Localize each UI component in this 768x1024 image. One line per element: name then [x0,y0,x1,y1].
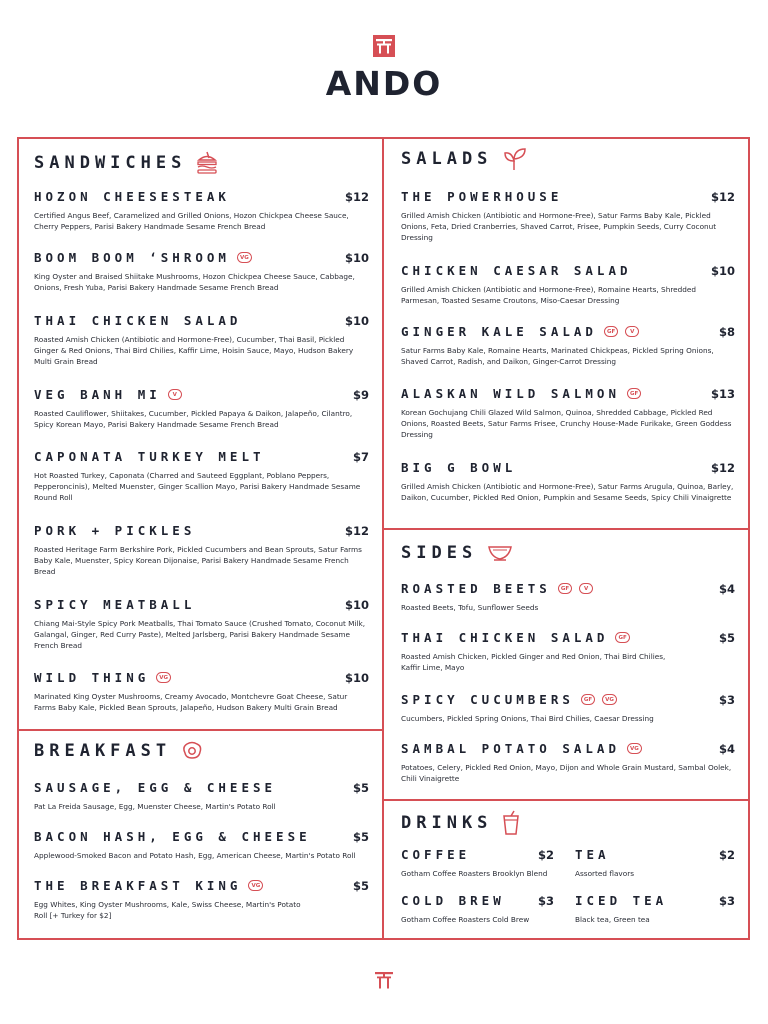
item-price: $2 [718,847,735,862]
item-price: $3 [718,692,735,707]
salads-title: SALADS [401,149,493,169]
item-price: $10 [344,670,369,685]
item-description: Gotham Coffee Roasters Brooklyn Blend [401,869,548,878]
item-name: BACON HASH, EGG & CHEESE [34,829,311,844]
diet-badge: GF [558,583,572,594]
item-price: $5 [352,878,369,893]
diet-badge: VG [602,694,617,705]
torii-gate-icon [374,970,394,990]
menu-item [575,847,735,879]
item-description: Grilled Amish Chicken (Antibiotic and Hormone-Free), Romaine Hearts, Shredded Parmesan, Toasted Sesame Croutons, Miso-Caesar Dressing [401,285,697,305]
item-description: Roasted Cauliflower, Shiitakes, Cucumber, Pickled Papaya & Daikon, Jalapeño, Cilantro, Spicy Korean Mayo, Parisi Bakery Handmade Sesame French Bread [34,409,353,429]
item-name: THE POWERHOUSE [401,189,563,204]
item-name: CHICKEN CAESAR SALAD [401,263,632,278]
item-price: $3 [537,893,554,908]
menu-item [401,692,735,724]
item-description: Black tea, Green tea [575,915,650,924]
menu-item [34,670,369,713]
sandwich-icon [196,150,218,176]
item-price: $4 [718,581,735,596]
menu-item [401,189,735,243]
menu-item [401,630,735,673]
item-name: SPICY MEATBALL [34,597,196,612]
fried-egg-icon [181,741,203,761]
item-name: THAI CHICKEN SALAD [34,313,242,328]
menu-item [401,386,735,440]
sides-heading [401,542,513,564]
menu-item [34,780,369,812]
item-description: Marinated King Oyster Mushrooms, Creamy Avocado, Montchevre Goat Cheese, Satur Farms Baby Kale, Pickled Bean Sprouts, Jalapeño, Hudson Bakery Multi Grain Bread [34,692,348,712]
item-description: Certified Angus Beef, Caramelized and Grilled Onions, Hozon Chickpea Cheese Sauce, Cherry Peppers, Parisi Bakery Handmade Sesame French Bread [34,211,349,231]
item-price: $12 [344,189,369,204]
item-name: CAPONATA TURKEY MELT [34,449,265,464]
divider-sandwiches-breakfast [17,729,384,731]
column-divider [382,137,384,940]
item-name: GINGER KALE SALAD [401,324,597,339]
item-description: Assorted flavors [575,869,635,878]
item-price: $5 [352,780,369,795]
sandwiches-title: SANDWICHES [34,153,187,173]
item-name: SAMBAL POTATO SALAD [401,741,620,756]
header-logo [0,34,768,103]
item-price: $12 [710,460,735,475]
item-price: $5 [718,630,735,645]
item-name: ROASTED BEETS [401,581,551,596]
item-name: ICED TEA [575,893,668,908]
menu-item [401,263,735,306]
item-name: SPICY CUCUMBERS [401,692,574,707]
diet-badge: V [579,583,593,594]
menu-item [34,829,369,861]
sides-title: SIDES [401,543,478,563]
breakfast-heading [34,741,203,761]
item-description: Gotham Coffee Roasters Cold Brew [401,915,530,924]
diet-badge: VG [156,672,171,683]
menu-item [34,449,369,503]
drinks-heading [401,810,520,836]
item-description: Pat La Freida Sausage, Egg, Muenster Cheese, Martin's Potato Roll [34,802,276,811]
item-name: BIG G BOWL [401,460,517,475]
leaf-icon [502,146,528,172]
item-price: $10 [344,597,369,612]
menu-item [575,893,735,925]
item-description: Chiang Mai-Style Spicy Pork Meatballs, Thai Tomato Sauce (Crushed Tomato, Coconut Milk, Galangal, Ginger, Red Curry Paste), Melted Jarlsberg, Parisi Bakery Handmade Sesame French Bread [34,619,366,650]
diet-badge: VG [237,252,252,263]
item-price: $12 [710,189,735,204]
salads-heading [401,146,528,172]
item-price: $10 [344,250,369,265]
item-name: HOZON CHEESESTEAK [34,189,230,204]
item-name: COFFEE [401,847,471,862]
item-name: VEG BANH MI [34,387,161,402]
diet-badge: VG [627,743,642,754]
menu-item [34,189,369,232]
item-price: $4 [718,741,735,756]
item-description: Satur Farms Baby Kale, Romaine Hearts, Marinated Chickpeas, Pickled Spring Onions, Shaved Carrot, Radish, and Daikon, Ginger-Carrot Dressing [401,346,714,366]
menu-item [401,741,735,784]
menu-item [34,313,369,367]
item-description: Grilled Amish Chicken (Antibiotic and Hormone-Free), Satur Farms Arugula, Quinoa, Barley, Daikon, Cucumber, Pickled Red Onion, Pumpkin and Sesame Seeds, Spicy Chili Vinaigrette [401,482,734,502]
menu-item [401,847,554,879]
item-description: Roasted Amish Chicken, Pickled Ginger and Red Onion, Thai Bird Chilies, Kaffir Lime, Mayo [401,652,666,672]
menu-item [401,324,735,367]
footer-logo [0,970,768,990]
item-description: Applewood-Smoked Bacon and Potato Hash, Egg, American Cheese, Martin's Potato Roll [34,851,356,860]
item-description: Egg Whites, King Oyster Mushrooms, Kale, Swiss Cheese, Martin's Potato Roll [+ Turkey for $2] [34,900,301,920]
item-description: Cucumbers, Pickled Spring Onions, Thai Bird Chilies, Caesar Dressing [401,714,654,723]
diet-badge: V [625,326,639,337]
diet-badge: GF [581,694,595,705]
item-name: THAI CHICKEN SALAD [401,630,609,645]
item-description: Roasted Amish Chicken (Antibiotic and Hormone-Free), Cucumber, Thai Basil, Pickled Ginger & Red Onions, Thai Bird Chilies, Kaffir Lime, Hoisin Sauce, Mayo, Hudson Bakery Multi Grain Bread [34,335,354,366]
item-price: $8 [718,324,735,339]
item-name: BOOM BOOM ‘SHROOM [34,250,230,265]
menu-item [401,581,735,613]
diet-badge: VG [248,880,263,891]
diet-badge: V [168,389,182,400]
sandwiches-heading [34,150,218,176]
item-name: ALASKAN WILD SALMON [401,386,620,401]
item-description: Roasted Heritage Farm Berkshire Pork, Pickled Cucumbers and Bean Sprouts, Satur Farms Baby Kale, Muenster, Spicy Korean Dijonaise, Parisi Bakery Handmade Sesame French Bread [34,545,362,576]
divider-sides-drinks [382,799,750,801]
item-name: SAUSAGE, EGG & CHEESE [34,780,277,795]
menu-item [34,597,369,651]
item-name: WILD THING [34,670,150,685]
menu-item [401,893,554,925]
torii-gate-icon [372,34,396,58]
drinks-title: DRINKS [401,813,493,833]
item-price: $7 [352,449,369,464]
item-name: PORK + PICKLES [34,523,196,538]
breakfast-title: BREAKFAST [34,741,172,761]
bowl-icon [487,542,513,564]
drink-cup-icon [502,810,520,836]
menu-item [34,387,369,430]
item-price: $9 [352,387,369,402]
item-description: Potatoes, Celery, Pickled Red Onion, Mayo, Dijon and Whole Grain Mustard, Sambal Oolek, Chili Vinaigrette [401,763,732,783]
menu-item [34,523,369,577]
item-name: THE BREAKFAST KING [34,878,242,893]
item-price: $2 [537,847,554,862]
diet-badge: GF [604,326,618,337]
diet-badge: GF [615,632,629,643]
item-description: Grilled Amish Chicken (Antibiotic and Hormone-Free), Satur Farms Baby Kale, Pickled Onions, Feta, Dried Cranberries, Shaved Carrot, Frisee, Pumpkin Seeds, Curry Coconut Dressing [401,211,717,242]
divider-salads-sides [382,528,750,530]
item-description: Korean Gochujang Chili Glazed Wild Salmon, Quinoa, Shredded Cabbage, Pickled Red Onions, Roasted Beets, Satur Farms Frisee, Crunchy House-Made Furikake, Green Goddess Dressing [401,408,732,439]
item-name: TEA [575,847,610,862]
item-price: $10 [710,263,735,278]
item-price: $5 [352,829,369,844]
brand-name: ANDO [325,64,443,103]
menu-item [401,460,735,503]
item-price: $12 [344,523,369,538]
item-price: $13 [710,386,735,401]
menu-item [34,878,369,921]
menu-item [34,250,369,293]
item-name: COLD BREW [401,893,505,908]
item-price: $10 [344,313,369,328]
item-price: $3 [718,893,735,908]
item-description: Hot Roasted Turkey, Caponata (Charred and Sauteed Eggplant, Poblano Peppers, Pepperoncinis), Melted Muenster, Ginger Scallion Mayo, Parisi Bakery Handmade Sesame Round Roll [34,471,361,502]
item-description: Roasted Beets, Tofu, Sunflower Seeds [401,603,539,612]
diet-badge: GF [627,388,641,399]
item-description: King Oyster and Braised Shiitake Mushrooms, Hozon Chickpea Cheese Sauce, Cabbage, Onions, Fresh Yuba, Parisi Bakery Handmade Sesame French Bread [34,272,355,292]
